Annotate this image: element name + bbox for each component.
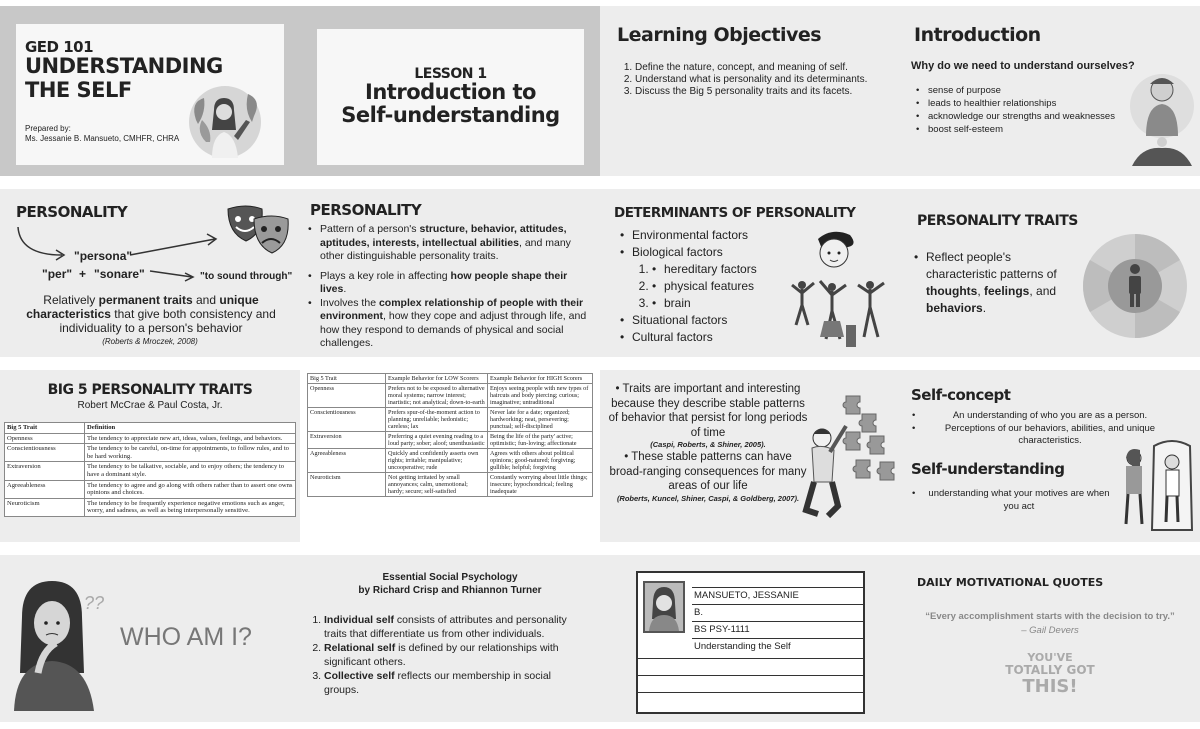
table-row: Conscientiousness Prefers spur-of-the-moment action to planning; unreliable; hedonistic; careless; lax Never late for a date; organized; hardworking; neat, persevering; punctual; self-disciplined: [308, 408, 593, 432]
introduction-item: • leads to healthier relationships: [916, 97, 1156, 110]
self-concept-title: Self-concept: [911, 386, 1011, 404]
personality-explanation-slide: [300, 189, 600, 357]
determinant-item: • Situational factors: [620, 312, 790, 329]
citation-1: (Caspi, Roberts, & Shiner, 2005).: [650, 440, 766, 449]
determinants-list: [620, 227, 790, 346]
man-with-puzzle-illustration: [800, 386, 898, 526]
person-in-circle-illustration: [1082, 233, 1188, 339]
big5-definition-table: [4, 422, 296, 517]
trait-pattern-block: [608, 382, 808, 504]
title-card: [16, 24, 284, 165]
woman-with-plant-illustration: [184, 80, 266, 162]
profile-line: MANSUETO, JESSANIE: [692, 587, 863, 604]
table-row: Openness The tendency to appreciate new art, ideas, values, feelings, and behaviors.: [5, 433, 296, 444]
course-code: GED 101: [25, 38, 94, 56]
self-understanding-item: • understanding what your motives are when you act: [912, 488, 1110, 512]
book-title: Essential Social Psychology: [382, 572, 518, 583]
introduction-slide: [900, 6, 1200, 176]
profile-card-slide: [600, 555, 900, 722]
lesson-number: LESSON 1: [414, 66, 487, 82]
objective-item: 3. Discuss the Big 5 personality traits and its facets.: [635, 86, 887, 98]
course-title-line2: THE SELF: [25, 78, 132, 102]
personality-title-2: PERSONALITY: [310, 201, 422, 219]
per-word: "per": [42, 267, 73, 281]
big5-authors: Robert McCrae & Paul Costa, Jr.: [77, 400, 223, 411]
traits-title: PERSONALITY TRAITS: [917, 213, 1078, 229]
three-selves-slide: [300, 555, 600, 722]
personality-bullet: • Involves the complex relationship of people with their environment, how they cope and adjust through life, and how they respond to demands of physical and social challenges.: [308, 297, 594, 351]
motivation-badge: YOU'VE TOTALLY GOT THIS!: [1005, 651, 1095, 697]
introduction-question: Why do we need to understand ourselves?: [911, 60, 1135, 72]
profile-line: BS PSY-1111: [692, 621, 863, 638]
question-marks: ??: [84, 593, 105, 613]
personality-bullets: [308, 223, 594, 351]
big5-behavior-table: [307, 373, 593, 497]
traits-item: • Reflect people's characteristic patterns of thoughts, feelings, and behaviors.: [914, 249, 1080, 317]
biological-subitem: • 2. physical features: [652, 278, 790, 295]
mirror-reflection-illustration: [1114, 436, 1198, 536]
quotes-title: DAILY MOTIVATIONAL QUOTES: [917, 576, 1104, 589]
plus-sign: +: [79, 267, 87, 281]
quote-text: “Every accomplishment starts with the decision to try.”: [925, 611, 1175, 622]
book-authors: by Richard Crisp and Rhiannon Turner: [358, 585, 542, 596]
who-am-i-title: WHO AM I?: [120, 623, 252, 651]
determinant-item: • Cultural factors: [620, 329, 790, 346]
introduction-list: [916, 84, 1156, 136]
determinants-title: DETERMINANTS OF PERSONALITY: [614, 205, 856, 221]
lesson-card: [317, 29, 584, 165]
introduction-item: • boost self-esteem: [916, 123, 1156, 136]
biological-subitem: • 3. brain: [652, 295, 790, 312]
self-type-item: 2. Relational self is defined by our relationships with significant others.: [324, 641, 588, 669]
quote-author: – Gail Devers: [1021, 625, 1079, 636]
citation-2: (Roberts, Kuncel, Shiner, Caspi, & Goldberg, 2007).: [616, 493, 800, 503]
personality-title: PERSONALITY: [16, 203, 128, 221]
profile-line: Understanding the Self: [692, 638, 863, 655]
personality-bullet: • Pattern of a person's structure, behavior, attitudes, aptitudes, interests, intellectual abilities, and many other distinguishable personality traits.: [308, 223, 594, 264]
course-title-line1: UNDERSTANDING: [25, 54, 223, 78]
self-concept-item: • An understanding of who you are as a person.: [912, 410, 1148, 421]
objectives-slide: [600, 6, 900, 176]
determinants-slide: [600, 189, 900, 357]
profile-line: B.: [692, 604, 863, 621]
objective-item: 1. Define the nature, concept, and meaning of self.: [635, 62, 887, 74]
meditating-man-illustration: [1128, 70, 1196, 174]
objective-item: 2. Understand what is personality and its determinants.: [635, 74, 887, 86]
persona-word: "persona": [74, 249, 133, 263]
table-row: Extraversion The tendency to be talkative, sociable, and to enjoy others; the tendency to have a dominant style.: [5, 462, 296, 480]
self-concept-slide: [900, 370, 1200, 542]
boy-and-dancers-illustration: [788, 225, 896, 355]
determinant-item: • Biological factors • 1. hereditary factors • 2. physical features • 3. brain: [620, 244, 790, 312]
biological-subitem: • 1. hereditary factors: [652, 261, 790, 278]
trait-pattern-2: • These stable patterns can have broad-ranging consequences for many areas of our life: [609, 451, 807, 492]
table-row: Agreeableness Quickly and confidently asserts own rights; irritable; manipulative; uncooperative; rude Agrees with others about political opinions; good-natured; forgiving; gullible; helpful; forgiving: [308, 449, 593, 473]
personality-traits-slide: [900, 189, 1200, 357]
introduction-item: • sense of purpose: [916, 84, 1156, 97]
table-row: Neuroticism Not getting irritated by small annoyances; calm, unemotional; hardy; secure; self-satisfied Constantly worrying about little things; insecure; hypochondrical; feeling inadequate: [308, 473, 593, 497]
profile-blank-row: [638, 658, 863, 675]
big5-title: BIG 5 PERSONALITY TRAITS: [47, 382, 253, 398]
lesson-title-line2: Self-understanding: [341, 103, 560, 127]
who-am-i-slide: [0, 555, 300, 722]
table-header-row: Big 5 Trait Definition: [5, 423, 296, 434]
traits-list: [914, 249, 1080, 317]
table-header-row: Big 5 Trait Example Behavior for LOW Scorers Example Behavior for HIGH Scorers: [308, 374, 593, 384]
profile-lines: [692, 587, 863, 655]
table-row: Conscientiousness The tendency to be careful, on-time for appointments, to follow rules, and to be hard working.: [5, 444, 296, 462]
meaning-text: "to sound through": [200, 271, 293, 282]
table-row: Openness Prefers not to be exposed to alternative moral systems; narrow interest; inartistic; not analytical; down-to-earth Enjoys seeing people with new types of haircuts and body piercing; curious; imaginative; untraditional: [308, 384, 593, 408]
objectives-list: [617, 62, 887, 98]
self-types-list: [306, 613, 588, 697]
quotes-slide: [900, 555, 1200, 722]
profile-photo: [643, 581, 685, 633]
personality-bullet: • Plays a key role in affecting how people shape their lives.: [308, 270, 594, 297]
definition-citation: (Roberts & Mroczek, 2008): [102, 337, 198, 346]
self-type-item: 1. Individual self consists of attributes and personality traits that differentiate us from other individuals.: [324, 613, 588, 641]
profile-blank-row: [638, 675, 863, 692]
personality-definition: Relatively permanent traits and unique characteristics that give both consistency and individuality to a person's behavior: [26, 293, 276, 335]
profile-card: [636, 571, 865, 714]
introduction-item: • acknowledge our strengths and weaknesses: [916, 110, 1156, 123]
self-understanding-title: Self-understanding: [911, 460, 1065, 478]
portrait-icon: [645, 583, 683, 631]
profile-blank-row: [638, 692, 863, 709]
biological-sublist: [632, 261, 790, 312]
big5-behaviors-slide: [300, 370, 600, 542]
trait-pattern-1: • Traits are important and interesting because they describe stable patterns of behavior that persist for long periods of time: [608, 383, 808, 439]
table-row: Agreeableness The tendency to agree and go along with others rather than to assert one owns opinions and choices.: [5, 480, 296, 498]
trait-patterns-slide: [600, 370, 900, 542]
objectives-title: Learning Objectives: [617, 24, 822, 46]
sonare-word: "sonare": [94, 267, 145, 281]
self-type-item: 3. Collective self reflects our membership in social groups.: [324, 669, 588, 697]
personality-etymology-slide: [0, 189, 300, 357]
prepared-label: Prepared by:: [25, 124, 71, 133]
introduction-title: Introduction: [914, 24, 1041, 46]
determinant-item: • Environmental factors: [620, 227, 790, 244]
table-row: Neuroticism The tendency to be frequently experience negative emotions such as anger, worry, and sadness, as well as being interpersonally sensitive.: [5, 498, 296, 516]
lesson-title-line1: Introduction to: [365, 80, 536, 104]
theater-masks-icon: [226, 203, 292, 259]
title-slide: [0, 6, 600, 176]
table-row: Extraversion Preferring a quiet evening reading to a loud party; sober; aloof; unenthusiastic Being the life of the party' active; optimistic; fun-loving; affectionate: [308, 432, 593, 449]
self-concept-item: • Perceptions of our behaviors, abilities, and unique characteristics.: [912, 422, 1156, 446]
big5-definitions-slide: [0, 370, 300, 542]
author-name: Ms. Jessanie B. Mansueto, CMHFR, CHRA: [25, 134, 180, 143]
